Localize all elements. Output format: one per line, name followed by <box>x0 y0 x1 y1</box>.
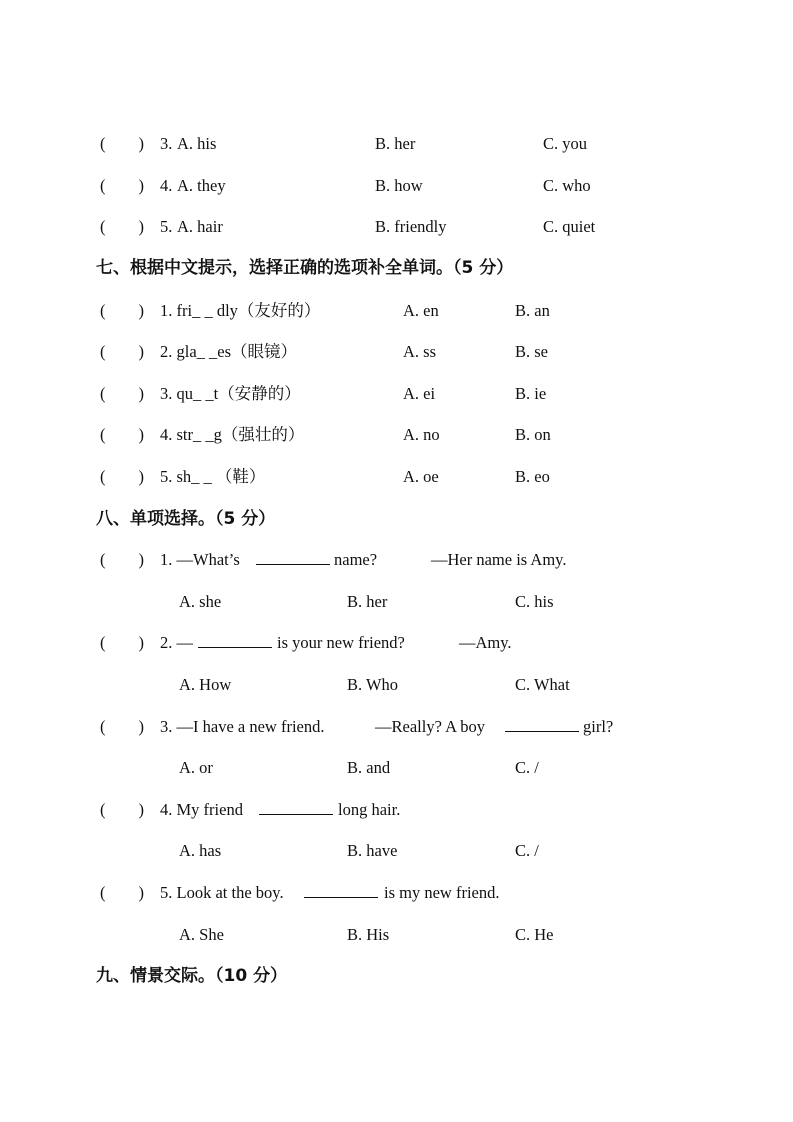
option-a: A. or <box>179 758 213 777</box>
option-a: A. no <box>403 425 440 444</box>
option-b: B. ie <box>515 384 547 403</box>
fill-blank[interactable] <box>259 800 333 815</box>
section-7-title: 七、根据中文提示，选择正确的选项补全单词。（5 分） <box>96 258 514 278</box>
question-number: 3. <box>160 134 173 153</box>
dialogue-reply: —Her name is Amy. <box>431 550 567 569</box>
answer-parentheses[interactable]: ( ) <box>100 342 144 361</box>
question-number: 4. <box>160 176 173 195</box>
fill-blank[interactable] <box>198 633 272 648</box>
question-stem: 2. — <box>160 633 193 652</box>
option-b: B. on <box>515 425 551 444</box>
question-stem-end: name? <box>334 550 378 569</box>
option-b: B. Who <box>347 675 399 694</box>
option-b: B. an <box>515 301 550 320</box>
answer-parentheses[interactable]: ( ) <box>100 633 144 652</box>
option-b: B. her <box>375 134 416 153</box>
answer-parentheses[interactable]: ( ) <box>100 550 144 569</box>
dialogue-reply-end: girl? <box>583 717 614 736</box>
option-a: A. oe <box>403 467 439 486</box>
question-number: 5. <box>160 217 173 236</box>
question-stem: 3. —I have a new friend. <box>160 717 325 736</box>
option-a: A. How <box>179 675 232 694</box>
section-9-title: 九、情景交际。（10 分） <box>96 966 288 986</box>
dialogue-reply: —Really? A boy <box>375 717 485 736</box>
option-a: A. ei <box>403 384 436 403</box>
option-a: A. hair <box>177 217 223 236</box>
option-b: B. friendly <box>375 217 447 236</box>
option-a: A. She <box>179 925 224 944</box>
option-b: B. and <box>347 758 391 777</box>
dialogue-reply: —Amy. <box>459 633 512 652</box>
option-a: A. his <box>177 134 217 153</box>
question-stem: 1. —What’s <box>160 550 240 569</box>
answer-parentheses[interactable]: ( ) <box>100 384 144 403</box>
option-c: C. his <box>515 592 554 611</box>
question-stem: 4. My friend <box>160 800 243 819</box>
question-stem-end: is your new friend? <box>277 633 405 652</box>
option-c: C. / <box>515 758 539 777</box>
option-a: A. she <box>179 592 222 611</box>
question-text: 4. str_ _g（强壮的） <box>160 425 305 444</box>
answer-parentheses[interactable]: ( ) <box>100 717 144 736</box>
option-b: B. se <box>515 342 548 361</box>
option-c: C. / <box>515 841 539 860</box>
option-a: A. they <box>177 176 226 195</box>
answer-parentheses[interactable]: ( ) <box>100 467 144 486</box>
answer-parentheses[interactable]: ( ) <box>100 176 144 195</box>
answer-parentheses[interactable]: ( ) <box>100 301 144 320</box>
option-c: C. you <box>543 134 588 153</box>
answer-parentheses[interactable]: ( ) <box>100 800 144 819</box>
option-b: B. have <box>347 841 398 860</box>
fill-blank[interactable] <box>505 717 579 732</box>
option-c: C. who <box>543 176 591 195</box>
question-text: 2. gla_ _es（眼镜） <box>160 342 298 361</box>
question-text: 3. qu_ _t（安静的） <box>160 384 301 403</box>
answer-parentheses[interactable]: ( ) <box>100 883 144 902</box>
answer-parentheses[interactable]: ( ) <box>100 425 144 444</box>
question-stem: 5. Look at the boy. <box>160 883 284 902</box>
question-stem-end: long hair. <box>338 800 401 819</box>
option-b: B. her <box>347 592 388 611</box>
answer-parentheses[interactable]: ( ) <box>100 134 144 153</box>
question-text: 1. fri_ _ dly（友好的） <box>160 301 321 320</box>
option-b: B. how <box>375 176 423 195</box>
option-a: A. ss <box>403 342 437 361</box>
option-b: B. eo <box>515 467 550 486</box>
option-c: C. quiet <box>543 217 596 236</box>
answer-parentheses[interactable]: ( ) <box>100 217 144 236</box>
section-8-title: 八、单项选择。（5 分） <box>96 509 276 529</box>
question-stem-end: is my new friend. <box>384 883 500 902</box>
question-text: 5. sh_ _ （鞋） <box>160 467 266 486</box>
fill-blank[interactable] <box>256 550 330 565</box>
fill-blank[interactable] <box>304 883 378 898</box>
option-a: A. en <box>403 301 439 320</box>
option-c: C. What <box>515 675 570 694</box>
option-b: B. His <box>347 925 390 944</box>
option-c: C. He <box>515 925 554 944</box>
option-a: A. has <box>179 841 222 860</box>
